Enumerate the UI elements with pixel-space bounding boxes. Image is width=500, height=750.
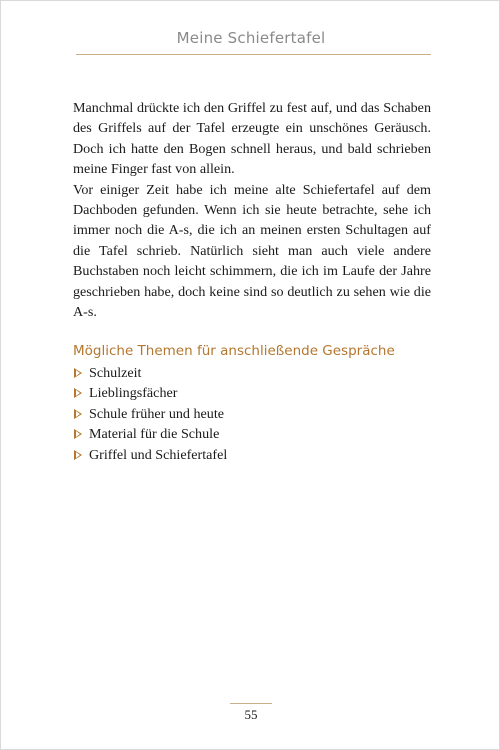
list-item: [73, 424, 227, 444]
triangle-bullet-icon: [74, 429, 82, 439]
triangle-bullet-icon: [74, 409, 82, 419]
triangle-bullet-icon: [74, 450, 82, 460]
list-item-label: Griffel und Schiefertafel: [89, 446, 228, 463]
list-item: [73, 383, 227, 403]
list-item-label: Schulzeit: [89, 365, 142, 381]
list-item-label: Lieblingsfächer: [89, 385, 178, 402]
triangle-bullet-icon: [74, 388, 82, 398]
topics-list: [73, 363, 227, 465]
list-item: [73, 445, 227, 465]
body-paragraph: Vor einiger Zeit habe ich meine alte Schiefertafel auf dem Dachboden gefunden. Wenn ich sie heute betrachte, sehe ich immer noch die A-s, die ich an meinen ersten Schultagen auf die Tafel schrieb. Natürlich sieht man auch viele andere Buchstaben noch leicht schimmern, die ich im Laufe der Jahre geschrieben habe, doch keine sind so deutlich zu sehen wie die A-s.: [73, 181, 431, 321]
running-header-title: Meine Schiefertafel: [176, 29, 326, 47]
list-item-label: Schule früher und heute: [89, 405, 225, 422]
list-item: [73, 363, 227, 383]
page-number: 55: [244, 707, 258, 722]
footer-divider: [230, 703, 272, 704]
triangle-bullet-icon: [74, 368, 82, 378]
body-text: [73, 98, 431, 322]
topics-heading: Mögliche Themen für anschließende Gespräche: [73, 343, 395, 359]
list-item-label: Material für die Schule: [89, 426, 220, 443]
list-item: [73, 404, 227, 424]
header-divider: [76, 54, 431, 55]
body-paragraph: Manchmal drückte ich den Griffel zu fest auf, und das Schaben des Griffels auf der Tafel erzeugte ein unschönes Geräusch. Doch ich hatte den Bogen schnell heraus, und bald schrieben meine Finger fast von allein.: [73, 100, 431, 178]
